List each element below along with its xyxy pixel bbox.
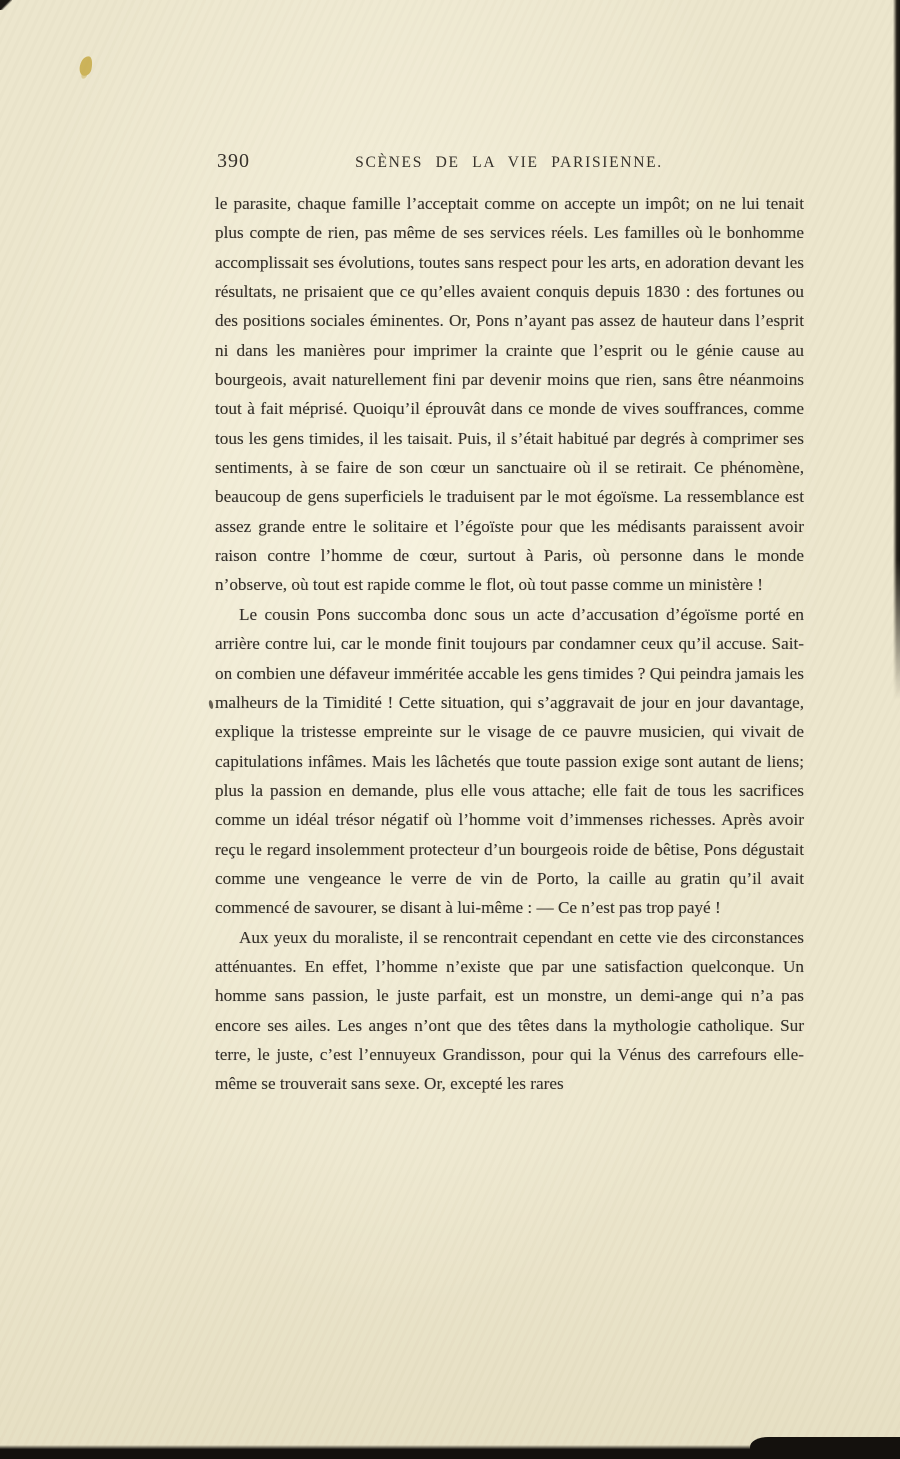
paragraph: Le cousin Pons succomba donc sous un acte d’accusation d’égoïsme porté en arrière contre lui, car le monde finit toujours par condamner ceux qu’il accuse. Sait-on combien une défaveur imméritée accable les gens timides ? Qui peindra jamais les malheurs de la Timidité ! Cette situation, qui s’aggravait de jour en jour davantage, explique la tristesse empreinte sur le visage de ce pauvre musicien, qui vivait de capitulations infâmes. Mais les lâchetés que toute passion exige sont autant de liens; plus la passion en demande, plus elle vous attache; elle fait de tous les sacrifices comme un idéal trésor négatif où l’homme voit d’immenses richesses. Après avoir reçu le regard insolemment protecteur d’un bourgeois roide de bêtise, Pons dégustait comme une vengeance le verre de vin de Porto, la caille au gratin qu’il avait commencé de savourer, se disant à lui-même : — Ce n’est pas trop payé ! [215, 604, 804, 918]
paragraph: Aux yeux du moraliste, il se rencontrait cependant en cette vie des circonstances atténuantes. En effet, l’homme n’existe que par une satisfaction quelconque. Un homme sans passion, le juste parfait, est un monstre, un demi-ange qui n’a pas encore ses ailes. Les anges n’ont que des têtes dans la mythologie catholique. Sur terre, le juste, c’est l’ennuyeux Grandisson, pour qui la Vénus des carrefours elle-même se trouverait sans sexe. Or, excepté les rares [215, 927, 804, 1094]
page-header [215, 150, 803, 176]
paragraph: le parasite, chaque famille l’acceptait comme on accepte un impôt; on ne lui tenait plus compte de rien, pas même de ses services réels. Les familles où le bonhomme accomplissait ses évolutions, toutes sans respect pour les arts, en adoration devant les résultats, ne prisaient que ce qu’elles avaient conquis depuis 1830 : des fortunes ou des positions sociales éminentes. Or, Pons n’ayant pas assez de hauteur dans l’esprit ni dans les manières pour imprimer la crainte que l’esprit ou le génie cause au bourgeois, avait naturellement fini par devenir moins que rien, sans être néanmoins tout à fait méprisé. Quoiqu’il éprouvât dans ce monde de vives souffrances, comme tous les gens timides, il les taisait. Puis, il s’était habitué par degrés à comprimer ses sentiments, à se faire de son cœur un sanctuaire où il se retirait. Ce phénomène, beaucoup de gens superficiels le traduisent par le mot égoïsme. La ressemblance est assez grande entre le solitaire et l’égoïste pour que les médisants paraissent avoir raison contre l’homme de cœur, surtout à Paris, où personne dans le monde n’observe, où tout est rapide comme le flot, où tout passe comme un ministère ! [215, 194, 804, 595]
scan-artifact-bottom-edge [0, 1445, 900, 1459]
scan-artifact-top-left-corner [0, 0, 12, 10]
paper-stain [78, 55, 94, 77]
ink-speck [208, 700, 214, 710]
scan-artifact-bottom-right-corner [750, 1437, 900, 1459]
text-block [215, 189, 804, 1099]
page-number: 390 [217, 150, 250, 172]
running-title: SCÈNES DE LA VIE PARISIENNE. [355, 154, 663, 171]
scan-artifact-right-edge [893, 0, 900, 700]
